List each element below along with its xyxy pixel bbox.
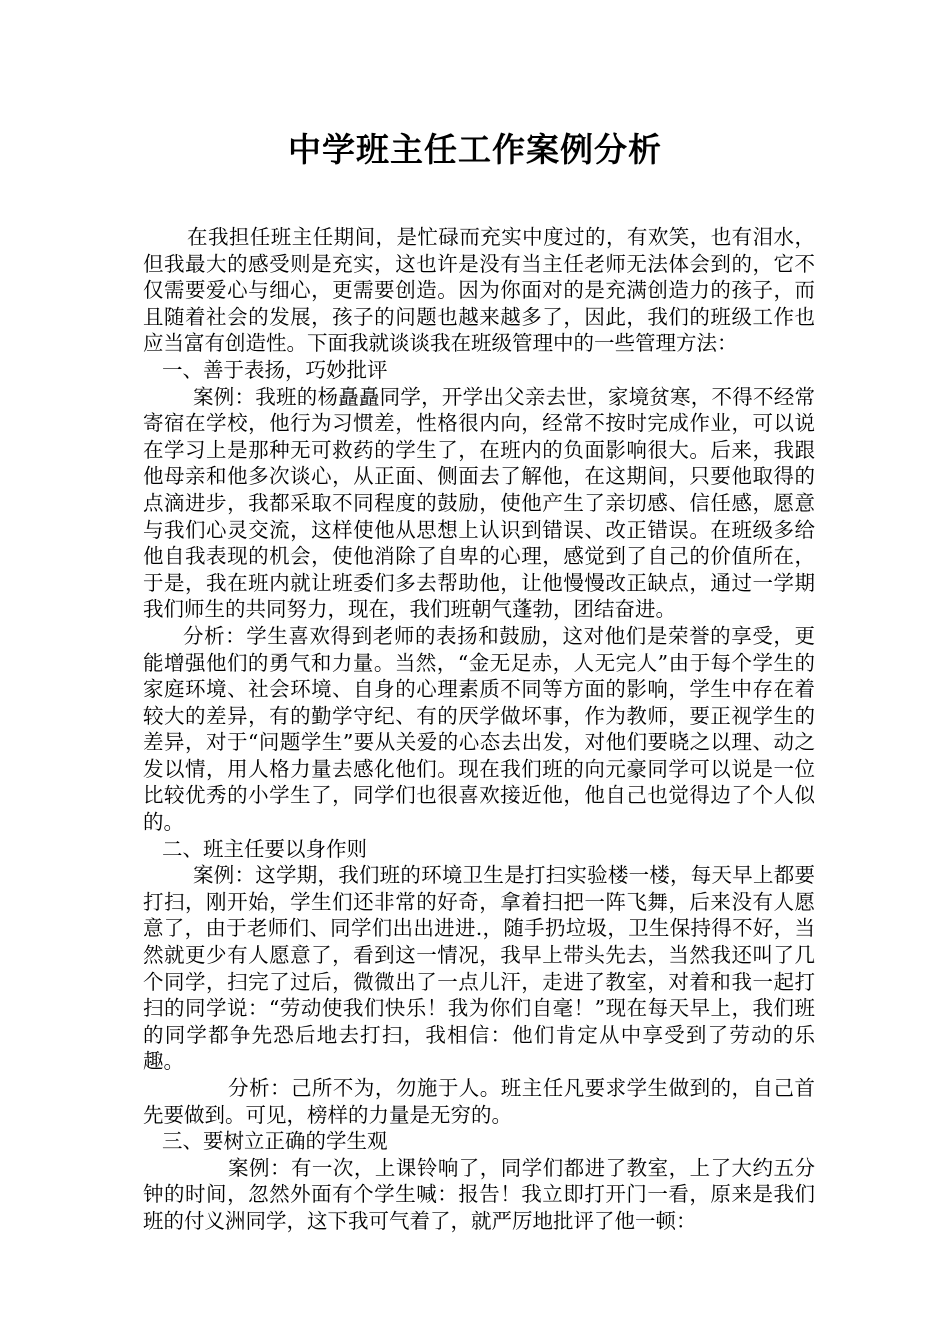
section-3-heading: 三、要树立正确的学生观 (162, 1129, 388, 1154)
page-title: 中学班主任工作案例分析 (288, 130, 662, 169)
document-body (143, 224, 815, 1235)
section-2-analysis: 分析：己所不为，勿施于人。班主任凡要求学生做到的，自己首先要做到。可见，榜样的力量是无穷的。 (143, 1076, 815, 1127)
section-2-case: 案例：这学期，我们班的环境卫生是打扫实验楼一楼，每天早上都要打扫，刚开始，学生们还非常的好奇，拿着扫把一阵飞舞，后来没有人愿意了，由于老师们、同学们出出进进.，随手扔垃圾，卫生保持得不好，当然就更少有人愿意了，看到这一情况，我早上带头先去，当然我还叫了几个同学，扫完了过后，微微出了一点儿汗，走进了教室，对着和我一起打扫的同学说：“劳动使我们快乐！我为你们自毫！”现在每天早上，我们班的同学都争先恐后地去打扫，我相信：他们肯定从中享受到了劳动的乐趣。 (143, 863, 815, 1074)
section-2-heading: 二、班主任要以身作则 (162, 836, 367, 861)
section-3-case: 案例：有一次，上课铃响了，同学们都进了教室，上了大约五分钟的时间，忽然外面有个学生喊：报告！我立即打开门一看，原来是我们班的付义洲同学，这下我可气着了，就严厉地批评了他一顿： (143, 1155, 815, 1233)
section-1-heading: 一、善于表扬，巧妙批评 (162, 357, 388, 382)
section-1-analysis: 分析：学生喜欢得到老师的表扬和鼓励，这对他们是荣誉的享受，更能增强他们的勇气和力量。当然，“金无足赤，人无完人”由于每个学生的家庭环境、社会环境、自身的心理素质不同等方面的影响，学生中存在着较大的差异，有的勤学守纪、有的厌学做坏事，作为教师，要正视学生的差异，对于“问题学生”要从关爱的心态去出发，对他们要晓之以理、动之发以情，用人格力量去感化他们。现在我们班的向元豪同学可以说是一位比较优秀的小学生了，同学们也很喜欢接近他，他自己也觉得边了个人似的。 (143, 623, 815, 835)
section-1-case: 案例：我班的杨矗矗同学，开学出父亲去世，家境贫寒，不得不经常寄宿在学校，他行为习惯差，性格很内向，经常不按时完成作业，可以说在学习上是那种无可救药的学生了，在班内的负面影响很大。后来，我跟他母亲和他多次谈心，从正面、侧面去了解他，在这期间，只要他取得的点滴进步，我都采取不同程度的鼓励，使他产生了亲切感、信任感，愿意与我们心灵交流，这样使他从思想上认识到错误、改正错误。在班级多给他自我表现的机会，使他消除了自卑的心理，感觉到了自己的价值所在，于是，我在班内就让班委们多去帮助他，让他慢慢改正缺点，通过一学期我们师生的共同努力，现在，我们班朝气蓬勃，团结奋进。 (143, 384, 815, 622)
intro-paragraph: 在我担任班主任期间，是忙碌而充实中度过的，有欢笑，也有泪水，但我最大的感受则是充实，这也许是没有当主任老师无法体会到的，它不仅需要爱心与细心，更需要创造。因为你面对的是充满创造力的孩子，而且随着社会的发展，孩子的问题也越来越多了，因此，我们的班级工作也应当富有创造性。下面我就谈谈我在班级管理中的一些管理方法： (143, 225, 815, 356)
